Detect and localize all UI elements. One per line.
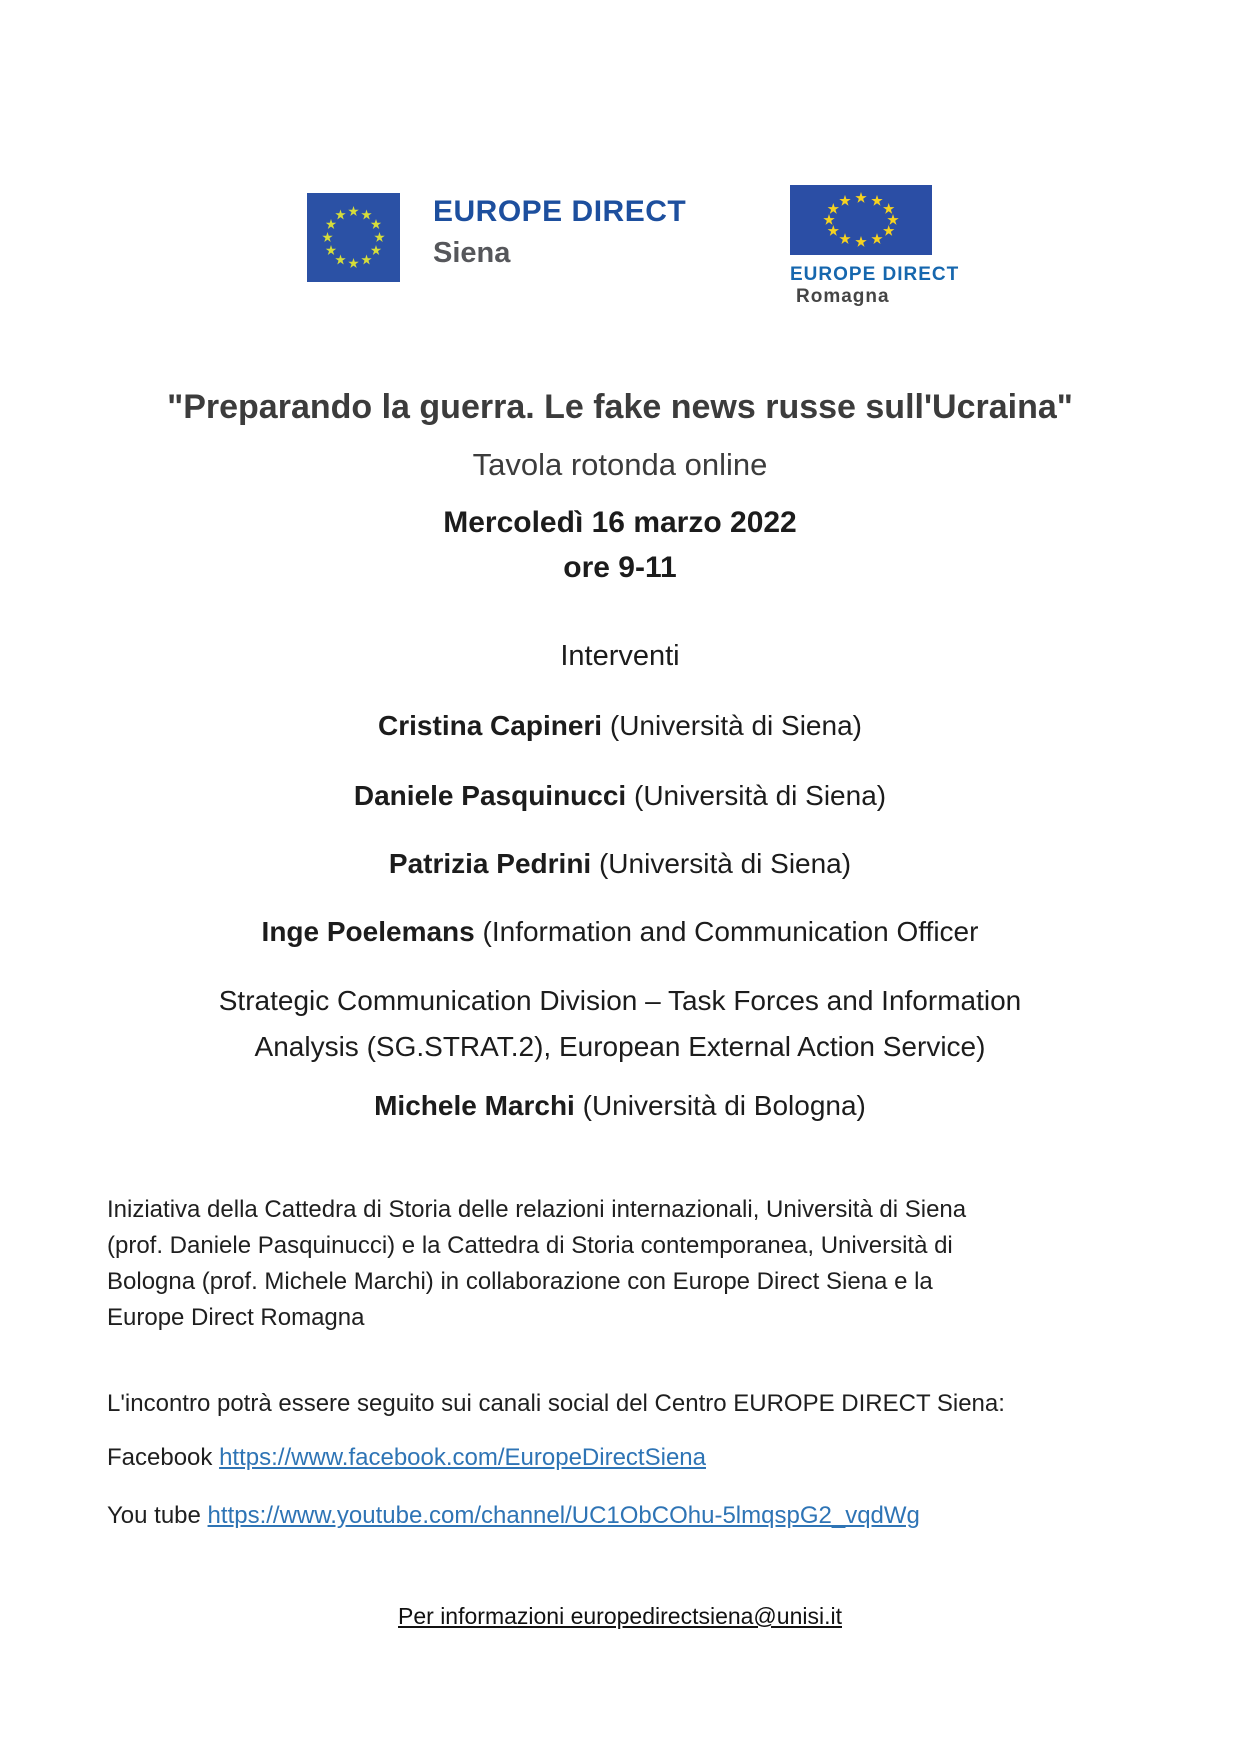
romagna-logo-org-label: EUROPE DIRECT: [790, 264, 960, 285]
facebook-label: Facebook: [107, 1444, 220, 1471]
eu-flag-icon: [790, 185, 932, 255]
speaker-affiliation: (Università di Bologna): [574, 1090, 866, 1121]
speaker-name: Patrizia Pedrini: [388, 848, 592, 879]
speaker-name: Inge Poelemans: [261, 916, 475, 947]
speaker-affiliation: (Università di Siena): [591, 848, 852, 879]
speaker-row: [0, 848, 1240, 880]
description-line: (prof. Daniele Pasquinucci) e la Cattedra di Storia contemporanea, Università di: [107, 1232, 953, 1259]
speaker-name: Michele Marchi: [374, 1090, 575, 1121]
facebook-row: [107, 1444, 706, 1472]
event-time: ore 9-11: [563, 551, 677, 584]
speaker-affiliation: (Università di Siena): [602, 710, 862, 741]
speaker-role-line: Analysis (SG.STRAT.2), European External Action Service): [254, 1031, 986, 1062]
eu-flag-icon: [307, 193, 400, 282]
speaker-role-line: Strategic Communication Division – Task Forces and Information: [218, 985, 1022, 1016]
email-link[interactable]: europedirectsiena@unisi.it: [570, 1603, 842, 1629]
siena-logo-place-label: Siena: [433, 237, 511, 269]
speaker-row: [0, 710, 1240, 742]
speaker-affiliation: (Information and Communication Officer: [474, 916, 979, 947]
description-line: Bologna (prof. Michele Marchi) in collaborazione con Europe Direct Siena e la: [107, 1268, 933, 1295]
description-line: Iniziativa della Cattedra di Storia delle relazioni internazionali, Università di Siena: [107, 1196, 967, 1223]
speaker-role-continuation: [0, 978, 1240, 1070]
contact-prefix: Per informazioni: [398, 1603, 571, 1629]
speaker-row: [0, 780, 1240, 812]
description-line: Europe Direct Romagna: [107, 1304, 365, 1331]
speakers-heading: Interventi: [560, 640, 680, 672]
speaker-row: [0, 916, 1240, 948]
facebook-link[interactable]: https://www.facebook.com/EuropeDirectSiena: [219, 1444, 706, 1471]
siena-logo-org-label: EUROPE DIRECT: [433, 195, 687, 228]
event-title: "Preparando la guerra. Le fake news russe sull'Ucraina": [167, 388, 1073, 426]
speaker-name: Daniele Pasquinucci: [353, 780, 627, 811]
contact-footer: [0, 1603, 1240, 1630]
initiative-description: [107, 1192, 1137, 1336]
romagna-logo-place-label: Romagna: [796, 286, 890, 307]
event-format: Tavola rotonda online: [472, 447, 768, 482]
youtube-row: [107, 1502, 920, 1530]
event-date: Mercoledì 16 marzo 2022: [443, 506, 797, 539]
youtube-label: You tube: [107, 1502, 208, 1529]
youtube-link[interactable]: https://www.youtube.com/channel/UC1ObCOhu-5lmqspG2_vqdWg: [207, 1502, 920, 1529]
speaker-name: Cristina Capineri: [378, 710, 603, 741]
europe-direct-siena-logo: [433, 196, 686, 268]
social-intro: L'incontro potrà essere seguito sui canali social del Centro EUROPE DIRECT Siena:: [107, 1390, 1005, 1417]
speaker-row: [0, 1090, 1240, 1122]
speaker-affiliation: (Università di Siena): [626, 780, 887, 811]
